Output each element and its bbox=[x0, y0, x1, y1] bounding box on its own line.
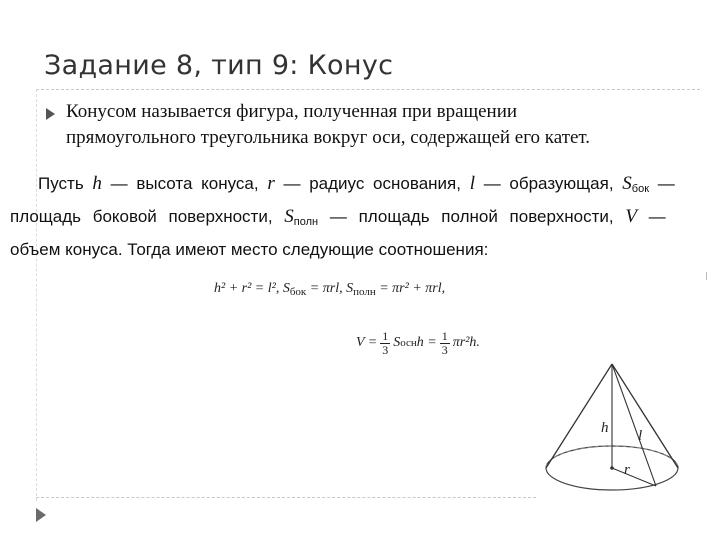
slide-title: Задание 8, тип 9: Конус bbox=[44, 50, 394, 81]
bullet-arrow-icon bbox=[46, 108, 55, 120]
left-border bbox=[36, 89, 37, 501]
next-slide-arrow-icon[interactable] bbox=[36, 508, 46, 522]
definition-line-2: прямоугольного треугольника вокруг оси, содержащей его катет. bbox=[66, 127, 591, 148]
cone-left-edge bbox=[546, 364, 612, 468]
cone-h-label: h bbox=[601, 420, 609, 436]
cone-right-edge bbox=[612, 364, 678, 468]
paragraph-line-2: площадь боковой поверхности, $S_{полн}$ — площадь полной поверхности, V — bbox=[10, 206, 666, 228]
cone-figure bbox=[538, 358, 688, 503]
fraction-one-third-a: $\frac{1}{3}$ bbox=[382, 328, 389, 357]
fraction-one-third-b: $\frac{1}{3}$ bbox=[441, 328, 448, 357]
edge-mark bbox=[706, 272, 707, 280]
formula-surface: h² + r² = l², $S_{бок} = \pi rl$, $S_{полн} = \pi r^2 + \pi rl$, bbox=[214, 281, 446, 298]
cone-slant-line bbox=[612, 364, 656, 486]
cone-l-label: l bbox=[638, 428, 643, 444]
footer-divider bbox=[36, 497, 536, 498]
cone-radius-line bbox=[612, 468, 656, 486]
cone-r-label: r bbox=[624, 462, 630, 478]
formula-volume: V = $\frac{1}{3}$ S осн h = $\frac{1}{3}$ πr²h. bbox=[356, 328, 480, 357]
notation-paragraph bbox=[10, 170, 700, 263]
definition-text bbox=[66, 99, 706, 151]
definition-line-1: Конусом называется фигура, полученная при вращении bbox=[66, 101, 518, 122]
paragraph-line-3: объем конуса. Тогда имеют место следующие соотношения: bbox=[10, 240, 489, 259]
title-divider bbox=[36, 89, 700, 90]
paragraph-line-1: Пусть h — высота конуса, r — радиус основания, l — образующая, $S_{бок}$ — bbox=[38, 173, 675, 195]
cone-center-point bbox=[610, 466, 614, 470]
